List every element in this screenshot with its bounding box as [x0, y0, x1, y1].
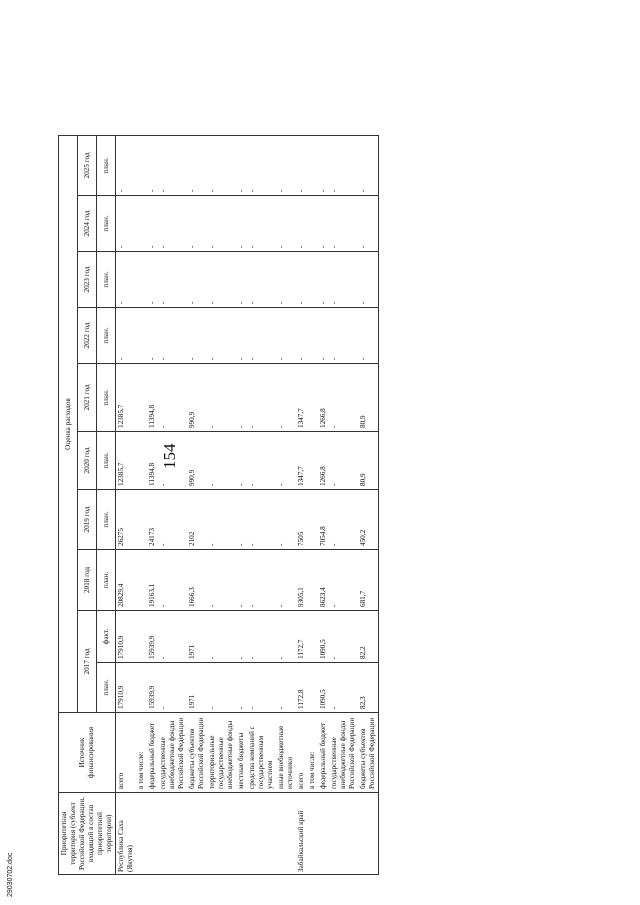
table-row [147, 136, 158, 875]
table-row [307, 136, 318, 875]
header-sub: план. [97, 364, 116, 432]
value-cell: - [329, 252, 358, 308]
value-cell: - [247, 308, 276, 364]
financing-table [58, 135, 379, 875]
header-year: 2017 год [78, 611, 97, 713]
value-cell: - [296, 196, 307, 252]
territory-cell [329, 793, 358, 875]
table-row [329, 136, 358, 875]
value-cell: 1347,7 [296, 432, 307, 490]
value-cell: 9305,1 [296, 550, 307, 611]
value-cell: - [276, 490, 296, 550]
table-row [296, 136, 307, 875]
value-cell: - [116, 252, 137, 308]
value-cell: 1971 [187, 611, 207, 663]
value-cell: - [358, 196, 379, 252]
value-cell: - [358, 252, 379, 308]
header-year: 2019 год [78, 490, 97, 550]
value-cell [307, 252, 318, 308]
value-cell: - [207, 432, 236, 490]
value-cell: 681,7 [358, 550, 379, 611]
value-cell: 1266,8 [318, 364, 329, 432]
header-sub: план. [97, 663, 116, 713]
territory-cell: Забайкальский край [296, 793, 307, 875]
value-cell [136, 196, 147, 252]
value-cell: - [158, 252, 187, 308]
value-cell: - [147, 308, 158, 364]
header-year: 2023 год [78, 252, 97, 308]
value-cell: - [236, 611, 247, 663]
territory-cell [187, 793, 207, 875]
value-cell: - [236, 432, 247, 490]
source-cell: территориальные государственные внебюджетные фонды [207, 713, 236, 793]
territory-cell [158, 793, 187, 875]
value-cell: 2102 [187, 490, 207, 550]
value-cell: 1090,5 [318, 611, 329, 663]
territory-cell [147, 793, 158, 875]
table-row [136, 136, 147, 875]
value-cell: - [187, 196, 207, 252]
territory-cell [136, 793, 147, 875]
value-cell: 19163,1 [147, 550, 158, 611]
value-cell: 1347,7 [296, 364, 307, 432]
value-cell: - [247, 136, 276, 196]
source-cell: федеральный бюджет [147, 713, 158, 793]
table-row [236, 136, 247, 875]
value-cell: - [236, 490, 247, 550]
value-cell [136, 136, 147, 196]
value-cell: - [207, 252, 236, 308]
header-year: 2022 год [78, 308, 97, 364]
value-cell: - [318, 196, 329, 252]
value-cell: - [276, 136, 296, 196]
value-cell: - [247, 432, 276, 490]
value-cell [307, 136, 318, 196]
value-cell: - [247, 364, 276, 432]
value-cell: - [116, 136, 137, 196]
table-row [318, 136, 329, 875]
value-cell: - [158, 663, 187, 713]
value-cell: - [116, 308, 137, 364]
value-cell [307, 663, 318, 713]
value-cell: - [236, 136, 247, 196]
value-cell: - [236, 252, 247, 308]
source-cell: в том числе: [307, 713, 318, 793]
header-sub: план. [97, 252, 116, 308]
value-cell: - [207, 663, 236, 713]
value-cell: - [207, 490, 236, 550]
value-cell: - [158, 490, 187, 550]
value-cell: - [236, 550, 247, 611]
value-cell: - [276, 611, 296, 663]
value-cell: 15939,9 [147, 663, 158, 713]
value-cell: 8623,4 [318, 550, 329, 611]
value-cell [136, 490, 147, 550]
footer-filename: 29030702.doc [7, 852, 14, 897]
value-cell: - [116, 196, 137, 252]
value-cell: 1172,8 [296, 663, 307, 713]
source-cell: бюджеты субъектов Российской Федерации [187, 713, 207, 793]
value-cell: - [296, 252, 307, 308]
table-header [59, 136, 116, 875]
value-cell: 7054,8 [318, 490, 329, 550]
value-cell: - [207, 136, 236, 196]
value-cell [136, 308, 147, 364]
value-cell: - [236, 308, 247, 364]
value-cell: - [276, 432, 296, 490]
header-year: 2021 год [78, 364, 97, 432]
source-cell: всего [296, 713, 307, 793]
value-cell: - [187, 252, 207, 308]
value-cell: - [207, 550, 236, 611]
value-cell: 990,9 [187, 432, 207, 490]
value-cell: - [158, 196, 187, 252]
value-cell: - [158, 432, 187, 490]
value-cell [136, 663, 147, 713]
value-cell: - [318, 308, 329, 364]
value-cell: - [147, 196, 158, 252]
value-cell: - [329, 432, 358, 490]
value-cell: 80,9 [358, 432, 379, 490]
value-cell: 1266,8 [318, 432, 329, 490]
header-sub: план. [97, 308, 116, 364]
value-cell: - [296, 136, 307, 196]
source-cell: государственные внебюджетные фонды Российской Федерации [329, 713, 358, 793]
value-cell: 12385,7 [116, 432, 137, 490]
value-cell: - [158, 136, 187, 196]
value-cell: - [207, 364, 236, 432]
header-year: 2020 год [78, 432, 97, 490]
value-cell: - [276, 196, 296, 252]
source-cell: иные внебюджетные источники [276, 713, 296, 793]
value-cell: 1666,3 [187, 550, 207, 611]
value-cell [307, 611, 318, 663]
source-cell: бюджеты субъектов Российской Федерации [358, 713, 379, 793]
value-cell [136, 364, 147, 432]
value-cell: 1172,7 [296, 611, 307, 663]
value-cell: - [329, 490, 358, 550]
header-sub: план. [97, 196, 116, 252]
value-cell: - [329, 308, 358, 364]
value-cell: 11394,8 [147, 432, 158, 490]
value-cell: - [236, 196, 247, 252]
value-cell: 80,9 [358, 364, 379, 432]
value-cell: - [276, 252, 296, 308]
value-cell: - [247, 490, 276, 550]
source-cell: средства компаний с государственным участием [247, 713, 276, 793]
source-cell: государственные внебюджетные фонды Российской Федерации [158, 713, 187, 793]
header-sub: план. [97, 136, 116, 196]
territory-cell [207, 793, 236, 875]
value-cell [307, 196, 318, 252]
table-body [116, 136, 379, 875]
value-cell: 15939,9 [147, 611, 158, 663]
value-cell [307, 490, 318, 550]
value-cell [307, 364, 318, 432]
value-cell: - [276, 550, 296, 611]
value-cell: - [329, 663, 358, 713]
table-row [158, 136, 187, 875]
value-cell: - [247, 550, 276, 611]
value-cell: - [247, 663, 276, 713]
territory-cell [247, 793, 276, 875]
value-cell: - [358, 308, 379, 364]
value-cell: 17910,9 [116, 663, 137, 713]
value-cell: - [329, 196, 358, 252]
source-cell: федеральный бюджет [318, 713, 329, 793]
value-cell: - [329, 136, 358, 196]
table-row [358, 136, 379, 875]
value-cell: - [247, 611, 276, 663]
value-cell: 11394,8 [147, 364, 158, 432]
value-cell: - [247, 252, 276, 308]
header-sub: план. [97, 490, 116, 550]
source-cell: всего [116, 713, 137, 793]
value-cell: - [318, 136, 329, 196]
value-cell: - [276, 663, 296, 713]
value-cell: - [187, 136, 207, 196]
value-cell [136, 611, 147, 663]
value-cell: - [296, 308, 307, 364]
source-cell: в том числе: [136, 713, 147, 793]
territory-cell [358, 793, 379, 875]
value-cell: 1971 [187, 663, 207, 713]
value-cell: 82,2 [358, 611, 379, 663]
value-cell: - [158, 308, 187, 364]
territory-cell [318, 793, 329, 875]
value-cell: - [158, 364, 187, 432]
value-cell: 1090,5 [318, 663, 329, 713]
source-cell: местные бюджеты [236, 713, 247, 793]
value-cell: 12385,7 [116, 364, 137, 432]
value-cell: 990,9 [187, 364, 207, 432]
header-year: 2025 год [78, 136, 97, 196]
value-cell: - [236, 364, 247, 432]
value-cell: - [207, 611, 236, 663]
value-cell: - [329, 611, 358, 663]
value-cell [307, 432, 318, 490]
table-row [187, 136, 207, 875]
value-cell: - [158, 611, 187, 663]
value-cell: - [329, 364, 358, 432]
header-territory: Приоритетная территория (субъект Российской Федерации, входящий в состав приоритетной территории) [59, 793, 116, 875]
header-sub: план. [97, 432, 116, 490]
value-cell: - [147, 252, 158, 308]
value-cell [307, 550, 318, 611]
value-cell [136, 550, 147, 611]
table-row [116, 136, 137, 875]
header-source: Источник финансирования [59, 713, 116, 793]
value-cell: 17910,9 [116, 611, 137, 663]
header-sub: факт. [97, 611, 116, 663]
territory-cell [307, 793, 318, 875]
value-cell: - [358, 136, 379, 196]
header-sub: план. [97, 550, 116, 611]
territory-cell [276, 793, 296, 875]
value-cell: 82,3 [358, 663, 379, 713]
value-cell: - [207, 196, 236, 252]
value-cell: - [158, 550, 187, 611]
value-cell: - [318, 252, 329, 308]
header-year: 2024 год [78, 196, 97, 252]
value-cell: - [236, 663, 247, 713]
header-estimate: Оценка расходов [59, 136, 78, 713]
value-cell [307, 308, 318, 364]
value-cell: 7505 [296, 490, 307, 550]
territory-cell: Республика Саха (Якутия) [116, 793, 137, 875]
value-cell: 24173 [147, 490, 158, 550]
value-cell: - [247, 196, 276, 252]
value-cell: - [187, 308, 207, 364]
value-cell: - [329, 550, 358, 611]
value-cell [136, 432, 147, 490]
value-cell: - [276, 308, 296, 364]
value-cell: - [207, 308, 236, 364]
value-cell: 20829,4 [116, 550, 137, 611]
territory-cell [236, 793, 247, 875]
table-row [207, 136, 236, 875]
value-cell: - [147, 136, 158, 196]
table-row [276, 136, 296, 875]
value-cell [136, 252, 147, 308]
value-cell: - [276, 364, 296, 432]
page-number: 154 [160, 443, 179, 469]
table-row [247, 136, 276, 875]
header-year: 2018 год [78, 550, 97, 611]
value-cell: 26275 [116, 490, 137, 550]
value-cell: 450,2 [358, 490, 379, 550]
